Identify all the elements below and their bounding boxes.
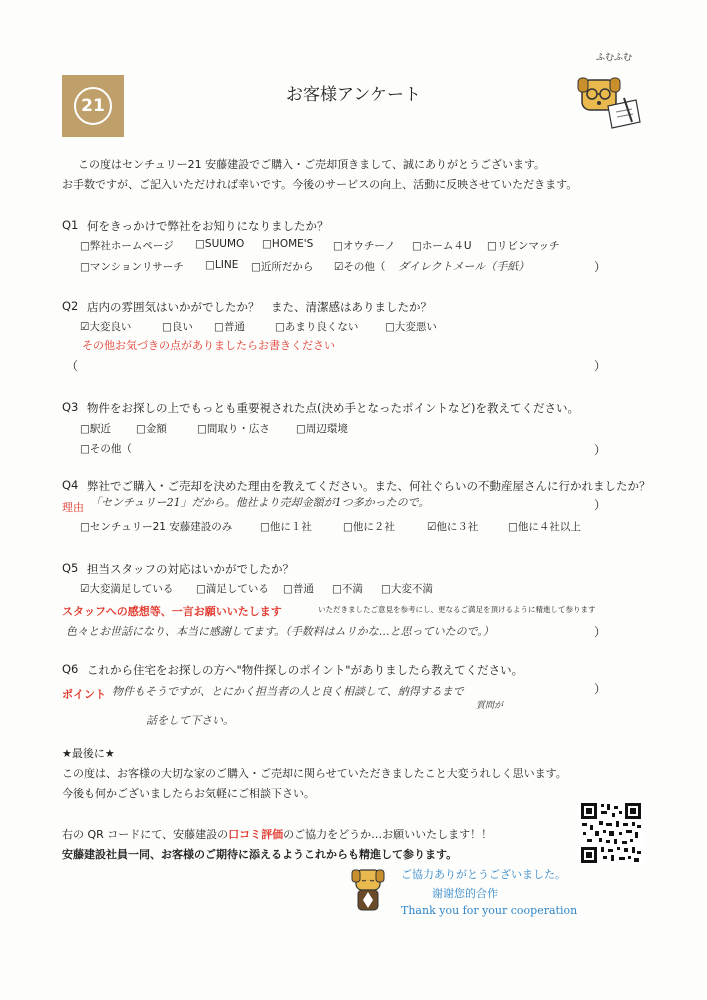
q4-option-only-ando[interactable]: □センチュリー21 安藤建設のみ <box>80 521 233 533</box>
closing-line-1: この度は、お客様の大切な家のご購入・ご売却に関らせていただきましたこと大変うれしく思います。 <box>62 767 567 780</box>
q1-number: Q1 <box>62 218 79 232</box>
q1-option-rivinmatch[interactable]: □リビンマッチ <box>487 240 560 252</box>
q2-option-very-bad[interactable]: □大変悪い <box>385 321 437 333</box>
q2-option-not-good[interactable]: □あまり良くない <box>275 321 359 333</box>
q2-close-paren: ） <box>594 359 607 373</box>
closing-heading: ★最後に★ <box>62 747 115 760</box>
intro-line-2: お手数ですが、ご記入いただければ幸いです。今後のサービスの向上、活動に反映させていただきます。 <box>62 178 578 191</box>
review-qr-code[interactable] <box>579 801 643 865</box>
q5-option-dissatisfied[interactable]: □不満 <box>332 583 363 595</box>
q4-option-four-plus[interactable]: □他に４社以上 <box>508 521 581 533</box>
q6-question: これから住宅をお探しの方へ"物件探しのポイント"がありましたら教えてください。 <box>87 663 524 677</box>
q1-option-nearby[interactable]: □近所だから <box>251 261 314 273</box>
q3-option-price[interactable]: □金額 <box>136 423 167 435</box>
q1-option-ouchino[interactable]: □オウチーノ <box>333 240 396 252</box>
q4-question: 弊社でご購入・ご売却を決めた理由を教えてください。また、何社ぐらいの不動産屋さんに行かれましたか？ <box>87 479 651 493</box>
review-line-2: 安藤建設社員一同、お客様のご期待に添えるようこれからも精進して参ります。 <box>62 848 458 861</box>
q5-close-paren: ） <box>594 625 607 639</box>
mascot-bubble: ふむふむ <box>596 53 633 63</box>
q1-option-mansion-research[interactable]: □マンションリサーチ <box>80 261 184 273</box>
q5-number: Q5 <box>62 561 79 575</box>
review-line-1 <box>62 826 492 842</box>
q3-option-surroundings[interactable]: □周辺環境 <box>296 423 348 435</box>
q4-handwritten-answer: 「センチュリー21」だから。他社より売却金額が1つ多かったので。 <box>90 496 430 509</box>
review-highlight: 口コミ評価 <box>228 828 284 841</box>
q5-question: 担当スタッフの対応はいかがでしたか？ <box>87 562 294 576</box>
review-line-1b: のご協力をどうか…お願いいたします！！ <box>283 828 493 841</box>
q1-option-homes[interactable]: □HOME'S <box>262 238 314 250</box>
mascot-bowing-icon <box>348 866 388 916</box>
q3-question: 物件をお探しの上でもっとも重要視された点(決め手となったポイントなど)を教えてください。 <box>87 401 579 415</box>
footer-thanks-zh: 谢谢您的合作 <box>432 887 498 900</box>
q2-option-very-good[interactable]: ☑大変良い <box>80 321 132 333</box>
q4-option-two-others[interactable]: □他に２社 <box>343 521 395 533</box>
q5-thanks-label: スタッフへの感想等、一言お願いいたします <box>62 605 282 618</box>
q3-option-station[interactable]: □駅近 <box>80 423 111 435</box>
q2-option-normal[interactable]: □普通 <box>214 321 245 333</box>
q4-option-three-others[interactable]: ☑他に３社 <box>427 521 479 533</box>
q6-handwritten-answer-1: 物件もそうですが、とにかく担当者の人と良く相談して、納得するまで <box>112 685 464 698</box>
q3-close-paren: ） <box>594 443 607 457</box>
q4-reason-label: 理由 <box>62 501 84 514</box>
q5-option-satisfied[interactable]: □満足している <box>196 583 269 595</box>
q5-option-normal[interactable]: □普通 <box>283 583 314 595</box>
q5-handwritten-answer: 色々とお世話になり、本当に感謝してます。（手数料はムリかな…と思っていたので。） <box>66 625 494 638</box>
q4-close-paren: ） <box>594 498 607 512</box>
intro-line-1: この度はセンチュリー21 安藤建設でご購入・ご売却頂きまして、誠にありがとうございます。 <box>78 158 546 171</box>
q1-option-other[interactable]: ☑その他（ <box>334 261 386 273</box>
footer-thanks-en: Thank you for your cooperation <box>401 904 578 917</box>
q5-option-very-satisfied[interactable]: ☑大変満足している <box>80 583 174 595</box>
q5-thanks-note: いただきましたご意見を参考にし、更なるご満足を頂けるように精進して参ります <box>318 605 596 614</box>
q2-open-paren: （ <box>66 359 79 373</box>
q1-question: 何をきっかけで弊社をお知りになりましたか？ <box>87 219 329 233</box>
closing-line-2: 今後も何かございましたらお気軽にご相談下さい。 <box>62 787 315 800</box>
q4-option-one-other[interactable]: □他に１社 <box>260 521 312 533</box>
q1-option-home4u[interactable]: □ホーム４U <box>412 240 472 252</box>
q2-option-good[interactable]: □良い <box>162 321 193 333</box>
q6-close-paren: ） <box>594 682 607 696</box>
q3-number: Q3 <box>62 400 79 414</box>
q1-handwritten-answer: ダイレクトメール（手紙） <box>398 260 530 273</box>
q4-number: Q4 <box>62 478 79 492</box>
q1-option-line[interactable]: □LINE <box>205 259 239 271</box>
q6-point-label: ポイント <box>62 688 106 701</box>
q1-option-homepage[interactable]: □弊社ホームページ <box>80 240 174 252</box>
q2-number: Q2 <box>62 299 79 313</box>
q2-note: その他お気づきの点がありましたらお書きください <box>82 339 335 352</box>
footer-thanks-jp: ご協力ありがとうございました。 <box>401 868 566 881</box>
q3-option-other[interactable]: □その他（ <box>80 443 132 455</box>
review-line-1a: 右の QR コードにて、安藤建設の <box>62 828 229 841</box>
mascot-writing-icon <box>572 58 644 130</box>
page-title: お客様アンケート <box>286 85 421 105</box>
q1-option-suumo[interactable]: □SUUMO <box>195 238 245 250</box>
q3-option-layout[interactable]: □間取り・広さ <box>197 423 270 435</box>
q5-option-very-dissatisfied[interactable]: □大変不満 <box>381 583 433 595</box>
q2-question: 店内の雰囲気はいかがでしたか？ また、清潔感はありましたか？ <box>87 300 432 314</box>
q6-handwritten-insert: 質問が <box>476 701 504 711</box>
logo-mark: 21 <box>74 87 112 125</box>
q1-close-paren: ） <box>594 260 607 274</box>
q6-handwritten-answer-2: 話をして下さい。 <box>146 714 234 727</box>
q6-number: Q6 <box>62 662 79 676</box>
